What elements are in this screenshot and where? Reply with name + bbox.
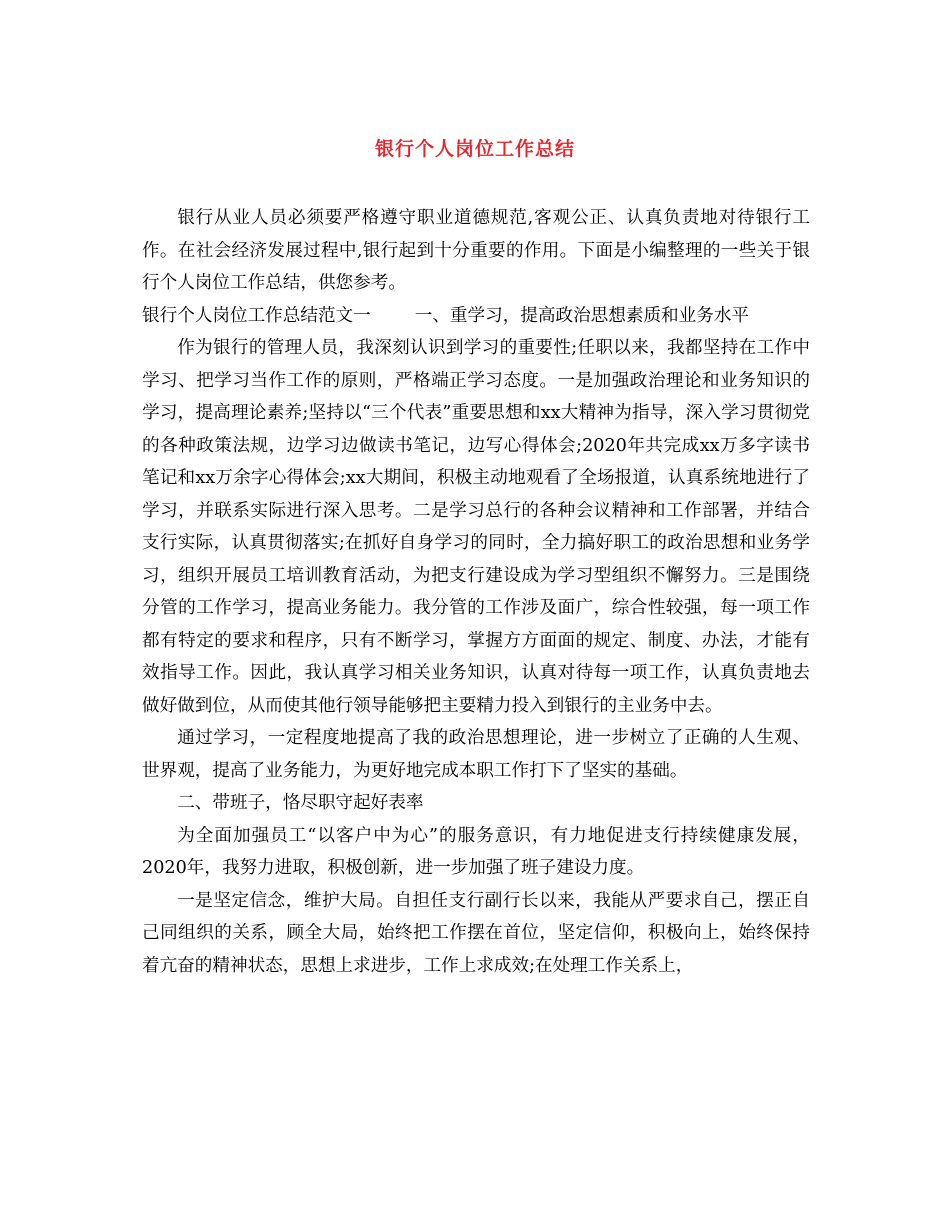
section-heading-1: 一、重学习，提高政治思想素质和业务水平 bbox=[414, 305, 750, 326]
paragraph-team: 为全面加强员工“以客户中为心”的服务意识，有力地促进支行持续健康发展，2020年，我努力进取，积极创新，进一步加强了班子建设力度。 bbox=[142, 825, 810, 878]
section-heading-2: 二、带班子，恪尽职守起好表率 bbox=[177, 793, 424, 813]
paragraph-belief: 一是坚定信念，维护大局。自担任支行副行长以来，我能从严要求自己，摆正自己同组织的关系，顾全大局，始终把工作摆在首位，坚定信仰，积极向上，始终保持着亢奋的精神状态，思想上求进步，工作上求成效;在处理工作关系上， bbox=[142, 890, 810, 976]
paragraph-intro: 银行从业人员必须要严格遵守职业道德规范,客观公正、认真负责地对待银行工作。在社会经济发展过程中,银行起到十分重要的作用。下面是小编整理的一些关于银行个人岗位工作总结，供您参考。 bbox=[142, 208, 810, 293]
section-line bbox=[142, 300, 810, 333]
paragraph-study-result: 通过学习，一定程度地提高了我的政治思想理论，进一步树立了正确的人生观、世界观，提高了业务能力，为更好地完成本职工作打下了坚实的基础。 bbox=[142, 728, 810, 781]
document-body bbox=[142, 202, 810, 982]
sample-heading: 银行个人岗位工作总结范文一 bbox=[142, 305, 371, 326]
document-title: 银行个人岗位工作总结 bbox=[374, 138, 575, 160]
paragraph-study: 作为银行的管理人员，我深刻认识到学习的重要性;任职以来，我都坚持在工作中学习、把学习当作工作的原则，严格端正学习态度。一是加强政治理论和业务知识的学习，提高理论素养;坚持以“三个代表”重要思想和xx大精神为指导，深入学习贯彻党的各种政策法规，边学习边做读书笔记，边写心得体会;2020年共完成xx万多字读书笔记和xx万余字心得体会;xx大期间，积极主动地观看了全场报道，认真系统地进行了学习，并联系实际进行深入思考。二是学习总行的各种会议精神和工作部署，并结合支行实际，认真贯彻落实;在抓好自身学习的同时，全力搞好职工的政治思想和业务学习，组织开展员工培训教育活动，为把支行建设成为学习型组织不懈努力。三是围绕分管的工作学习，提高业务能力。我分管的工作涉及面广，综合性较强，每一项工作都有特定的要求和程序，只有不断学习，掌握方方面面的规定、制度、办法，才能有效指导工作。因此，我认真学习相关业务知识，认真对待每一项工作，认真负责地去做好做到位，从而使其他行领导能够把主要精力投入到银行的主业务中去。 bbox=[142, 338, 810, 716]
